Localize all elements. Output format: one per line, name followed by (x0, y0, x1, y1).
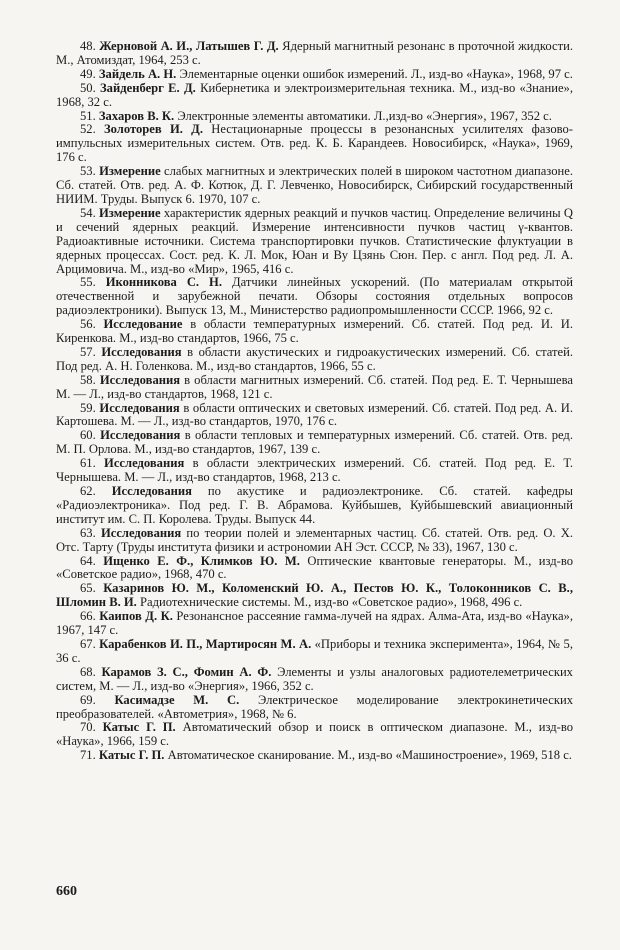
reference-author: Ищенко Е. Ф., Климков Ю. М. (103, 553, 300, 568)
reference-item (56, 429, 573, 457)
reference-author: Катыс Г. П. (102, 720, 176, 735)
reference-number: 51. (80, 108, 96, 123)
reference-number: 61. (80, 456, 96, 471)
reference-author: Иконникова С. Н. (105, 275, 223, 290)
reference-text: «Приборы и техника эксперимента», 1964, № 5, 36 с. (56, 636, 573, 665)
reference-author: Зайденберг Е. Д. (100, 80, 196, 95)
reference-number: 68. (80, 664, 96, 679)
reference-number: 67. (80, 636, 96, 651)
reference-number: 55. (80, 275, 96, 290)
reference-number: 69. (80, 692, 96, 707)
reference-item (56, 749, 573, 763)
reference-item (56, 82, 573, 110)
reference-number: 52. (80, 122, 96, 137)
reference-item (56, 110, 573, 124)
reference-text: по теории полей и элементарных частиц. Сб. статей. Отв. ред. О. Х. Отс. Тарту (Труды института физики и астрономии АН Эст. СССР, № 33), 1967, 130 с. (56, 525, 574, 554)
reference-number: 63. (80, 525, 96, 540)
reference-text: в области оптических и световых измерений. Сб. статей. Под ред. А. И. Картошева. М. — Л., изд-во стандартов, 1970, 176 с. (56, 400, 573, 429)
reference-text: Датчики линейных ускорений. (По материалам открытой отечественной и зарубежной печати. Обзоры состояния отдельных вопросов радиоэлектроники). Выпуск 13, М., Министерство радиопромышленности СССР. 1966, 92 с. (56, 275, 573, 318)
reference-item (56, 318, 573, 346)
reference-number: 60. (80, 428, 96, 443)
reference-author: Казаринов Ю. М., Коломенский Ю. А., Пестов Ю. К., Толоконников С. В., Шломин В. И. (56, 581, 573, 610)
reference-number: 56. (80, 317, 96, 332)
reference-text: в области магнитных измерений. Сб. статей. Под ред. Е. Т. Чернышева М. — Л., изд-во стандартов, 1968, 121 с. (56, 372, 573, 401)
reference-text: Автоматический обзор и поиск в оптическом диапазоне. М., изд-во «Наука», 1966, 159 с. (56, 720, 574, 749)
reference-text: в области тепловых и температурных измерений. Сб. статей. Отв. ред. М. П. Орлова. М., изд-во стандартов, 1967, 139 с. (56, 428, 573, 457)
reference-item (56, 123, 573, 165)
reference-text: в области акустических и гидроакустических измерений. Сб. статей. Под ред. А. Н. Голенкова. М., изд-во стандартов, 1966, 55 с. (56, 344, 573, 373)
reference-item (56, 721, 573, 749)
reference-author: Измерение (99, 205, 161, 220)
reference-author: Исследования (99, 372, 181, 387)
reference-number: 62. (80, 484, 96, 498)
reference-author: Карабенков И. П., Мартиросян М. А. (99, 636, 312, 651)
reference-list (56, 40, 573, 763)
reference-text: Нестационарные процессы в резонансных усилителях фазово-импульсных измерительных систем. Отв. ред. К. Б. Карандеев. Новосибирск, «Наука», 1969, 176 с. (56, 122, 573, 165)
reference-number: 49. (80, 66, 96, 81)
reference-text: Электронные элементы автоматики. Л.,изд-во «Энергия», 1967, 352 с. (177, 108, 552, 123)
reference-author: Измерение (99, 164, 161, 179)
reference-author: Зайдель А. Н. (98, 66, 177, 81)
reference-item (56, 666, 573, 694)
reference-item (56, 485, 573, 527)
reference-author: Катыс Г. П. (98, 748, 165, 763)
reference-number: 53. (80, 164, 96, 179)
reference-author: Исследования (101, 344, 182, 359)
reference-item (56, 527, 573, 555)
reference-text: Элементарные оценки ошибок измерений. Л., изд-во «Наука», 1968, 97 с. (179, 66, 573, 81)
reference-author: Золоторев И. Д. (104, 122, 203, 137)
reference-item (56, 374, 573, 402)
reference-text: в области температурных измерений. Сб. статей. Под ред. И. И. Киренкова. М., изд-во стандартов, 1966, 75 с. (56, 317, 573, 346)
reference-item (56, 638, 573, 666)
reference-item (56, 457, 573, 485)
reference-number: 71. (80, 748, 96, 763)
reference-number: 59. (80, 400, 96, 415)
reference-text: Оптические квантовые генераторы. М., изд-во «Советское радио», 1968, 470 с. (56, 553, 574, 582)
reference-number: 70. (80, 720, 96, 735)
reference-text: Элементы и узлы аналоговых радиотелеметрических систем, М. — Л., изд-во «Энергия», 1966, 352 с. (56, 664, 573, 693)
reference-item (56, 610, 573, 638)
reference-item (56, 165, 573, 207)
reference-text: Ядерный магнитный резонанс в проточной жидкости. М., Атомиздат, 1964, 253 с. (56, 39, 573, 67)
reference-number: 65. (80, 581, 96, 596)
reference-text: Резонансное рассеяние гамма-лучей на ядрах. Алма-Ата, изд-во «Наука», 1967, 147 с. (56, 609, 573, 638)
reference-author: Касимадзе М. С. (114, 692, 240, 707)
reference-text: характеристик ядерных реакций и пучков частиц. Определение величины Q и сечений ядерных реакций. Измерение интенсивности пучков частиц γ-квантов. Радиоактивные источники. Система транспортировки пучков. Статистические флуктуации в ядерных процессах. Сост. ред. К. Л. Мок, Юан и Ву Цзянь Сюн. Пер. с англ. Под ред. Л. А. Арцимовича. М., изд-во «Мир», 1965, 416 с. (56, 205, 573, 276)
reference-item (56, 40, 573, 68)
reference-number: 66. (80, 609, 96, 624)
reference-author: Исследование (103, 317, 183, 332)
page-number: 660 (56, 884, 77, 899)
reference-item (56, 402, 573, 430)
reference-author: Жерновой А. И., Латышев Г. Д. (99, 39, 279, 53)
reference-item (56, 207, 573, 277)
reference-number: 57. (80, 344, 96, 359)
reference-author: Каипов Д. К. (99, 609, 173, 624)
reference-author: Исследования (100, 428, 181, 443)
reference-item (56, 346, 573, 374)
reference-text: Радиотехнические системы. М., изд-во «Советское радио», 1968, 496 с. (140, 595, 523, 610)
reference-item (56, 555, 573, 583)
reference-text: по акустике и радиоэлектронике. Сб. статей. кафедры «Радиоэлектроника». Под ред. Г. В. Абрамова. Куйбышев, Куйбышевский авиационный институт им. С. П. Королева. Труды. Выпуск 44. (56, 484, 574, 526)
reference-text: в области электрических измерений. Сб. статей. Под ред. Е. Т. Чернышева. М. — Л., изд-во стандартов, 1968, 213 с. (56, 456, 573, 485)
reference-author: Карамов З. С., Фомин А. Ф. (101, 664, 272, 679)
reference-text: слабых магнитных и электрических полей в широком частотном диапазоне. Сб. статей. Отв. ред. А. Ф. Котюк, Д. Г. Левченко, Новосибирск, Сибирский государственный НИИМ. Труды. Выпуск 6. 1970, 107 с. (56, 164, 573, 206)
reference-item (56, 582, 573, 610)
reference-number: 48. (80, 39, 96, 53)
reference-number: 64. (80, 553, 96, 568)
reference-text: Кибернетика и электроизмерительная техника. М., изд-во «Знание», 1968, 32 с. (56, 80, 573, 109)
reference-number: 54. (80, 205, 96, 220)
reference-item (56, 68, 573, 82)
reference-author: Исследования (99, 400, 180, 415)
reference-author: Исследования (104, 456, 185, 471)
reference-author: Захаров В. К. (98, 108, 175, 123)
reference-author: Исследования (111, 484, 192, 498)
reference-item (56, 276, 573, 318)
reference-text: Электрическое моделирование электрокинетических преобразователей. «Автометрия», 1968, № 6. (56, 692, 574, 721)
reference-number: 58. (80, 372, 96, 387)
reference-author: Исследования (100, 525, 182, 540)
reference-number: 50. (80, 80, 96, 95)
reference-text: Автоматическое сканирование. М., изд-во «Машиностроение», 1969, 518 с. (167, 748, 572, 763)
reference-item (56, 694, 573, 722)
